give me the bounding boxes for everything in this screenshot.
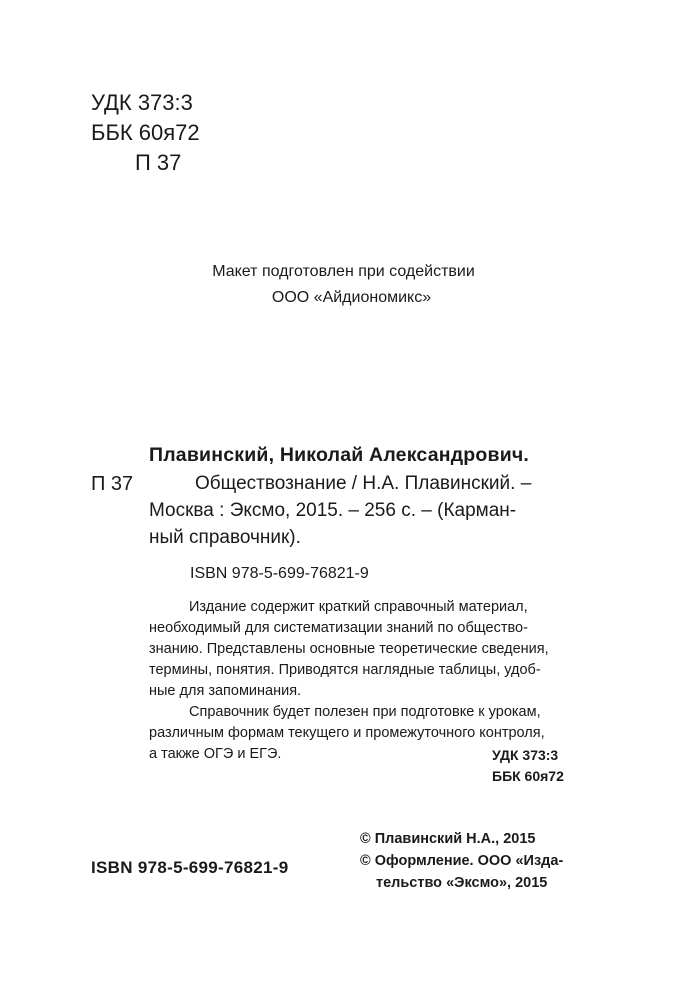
copyright-line: тельство «Эксмо», 2015 (376, 875, 548, 891)
annotation-line: различным формам текущего и промежуточного контроля, (149, 725, 545, 741)
annotation-line: необходимый для систематизации знаний по общество- (149, 620, 528, 636)
copyright-line: © Оформление. ООО «Изда- (360, 853, 564, 869)
bbk-code: ББК 60я72 (91, 120, 200, 145)
card-author-sign: П 37 (91, 473, 134, 495)
annotation (149, 597, 587, 765)
udk-code: УДК 373:3 (492, 747, 559, 763)
prepared-line-2: ООО «Айдиономикс» (271, 289, 432, 306)
annotation-line: Справочник будет полезен при подготовке к урокам, (189, 704, 541, 720)
desc-line: Обществознание / Н.А. Плавинский. – (195, 473, 532, 494)
annotation-line: ные для запоминания. (149, 683, 302, 699)
author-sign: П 37 (135, 150, 182, 175)
bibliographic-description (149, 470, 587, 551)
annotation-line: знанию. Представлены основные теоретические сведения, (149, 641, 549, 657)
bbk-code: ББК 60я72 (492, 768, 564, 784)
annotation-line: термины, понятия. Приводятся наглядные таблицы, удоб- (149, 662, 541, 678)
author-name: Плавинский, Николай Александрович. (149, 444, 530, 466)
desc-line: Москва : Эксмо, 2015. – 256 с. – (Карман- (149, 500, 517, 521)
classification-block-top (91, 88, 200, 178)
desc-line: ный справочник). (149, 527, 301, 548)
classification-block-right (492, 745, 564, 787)
prepared-note (0, 259, 695, 311)
annotation-line: Издание содержит краткий справочный материал, (189, 599, 528, 615)
copyright-line: © Плавинский Н.А., 2015 (360, 831, 536, 847)
prepared-line-1: Макет подготовлен при содействии (212, 263, 475, 280)
copyright-block (360, 828, 563, 894)
isbn-bottom: ISBN 978-5-699-76821-9 (91, 858, 289, 877)
annotation-line: а также ОГЭ и ЕГЭ. (149, 746, 282, 762)
udk-code: УДК 373:3 (91, 90, 193, 115)
card-isbn: ISBN 978-5-699-76821-9 (190, 565, 369, 582)
